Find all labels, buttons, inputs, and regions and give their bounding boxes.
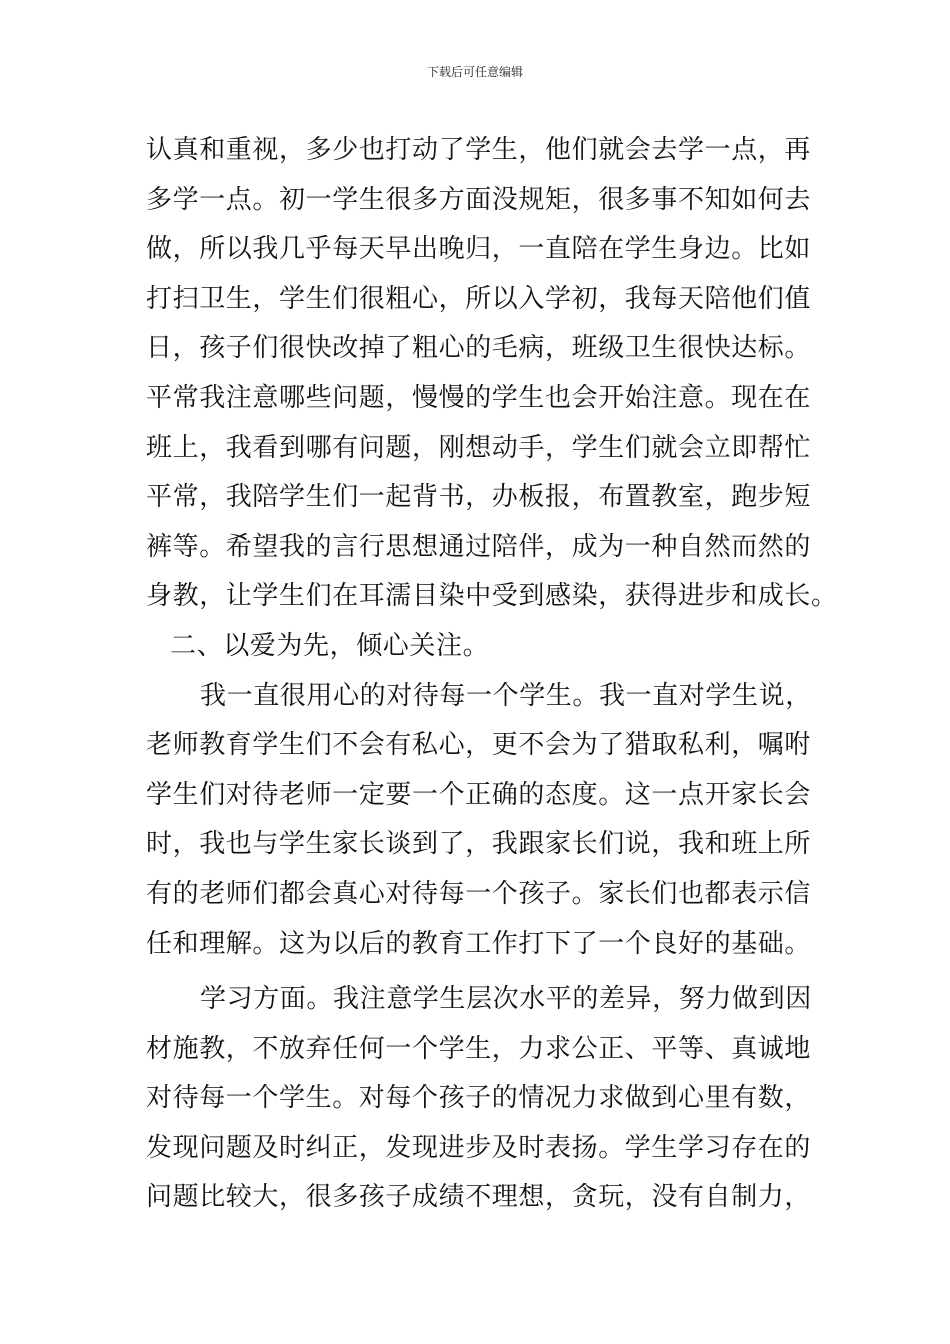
text-line: 做，所以我几乎每天早出晚归，一直陪在学生身边。比如 bbox=[146, 234, 812, 265]
text-line: 平常，我陪学生们一起背书，办板报，布置教室，跑步短 bbox=[146, 482, 812, 513]
text-line: 学习方面。我注意学生层次水平的差异，努力做到因 bbox=[200, 984, 812, 1015]
text-line: 问题比较大，很多孩子成绩不理想，贪玩，没有自制力， bbox=[146, 1182, 812, 1213]
text-line: 对待每一个学生。对每个孩子的情况力求做到心里有数， bbox=[146, 1083, 812, 1114]
section-heading: 二、以爱为先，倾心关注。 bbox=[170, 630, 490, 661]
text-line: 平常我注意哪些问题，慢慢的学生也会开始注意。现在在 bbox=[146, 382, 812, 413]
text-line: 我一直很用心的对待每一个学生。我一直对学生说， bbox=[200, 680, 812, 711]
text-line: 发现问题及时纠正，发现进步及时表扬。学生学习存在的 bbox=[146, 1132, 812, 1163]
text-line: 老师教育学生们不会有私心，更不会为了猎取私利，嘱咐 bbox=[146, 730, 812, 761]
text-line: 任和理解。这为以后的教育工作打下了一个良好的基础。 bbox=[146, 928, 812, 959]
text-line: 班上，我看到哪有问题，刚想动手，学生们就会立即帮忙 bbox=[146, 432, 812, 463]
text-line: 有的老师们都会真心对待每一个孩子。家长们也都表示信 bbox=[146, 878, 812, 909]
text-line: 打扫卫生，学生们很粗心，所以入学初，我每天陪他们值 bbox=[146, 283, 812, 314]
page-header: 下载后可任意编辑 bbox=[426, 65, 523, 79]
text-line: 身教，让学生们在耳濡目染中受到感染，获得进步和成长。 bbox=[146, 581, 838, 612]
document-body bbox=[146, 126, 838, 1223]
text-line: 认真和重视，多少也打动了学生，他们就会去学一点，再 bbox=[146, 135, 812, 165]
text-line: 学生们对待老师一定要一个正确的态度。这一点开家长会 bbox=[146, 779, 812, 810]
text-line: 材施教，不放弃任何一个学生，力求公正、平等、真诚地 bbox=[146, 1033, 812, 1064]
text-line: 裤等。希望我的言行思想通过陪伴，成为一种自然而然的 bbox=[146, 531, 812, 562]
text-line: 时，我也与学生家长谈到了，我跟家长们说，我和班上所 bbox=[146, 829, 812, 860]
text-line: 多学一点。初一学生很多方面没规矩，很多事不知如何去 bbox=[146, 184, 812, 215]
text-line: 日，孩子们很快改掉了粗心的毛病，班级卫生很快达标。 bbox=[146, 333, 812, 364]
